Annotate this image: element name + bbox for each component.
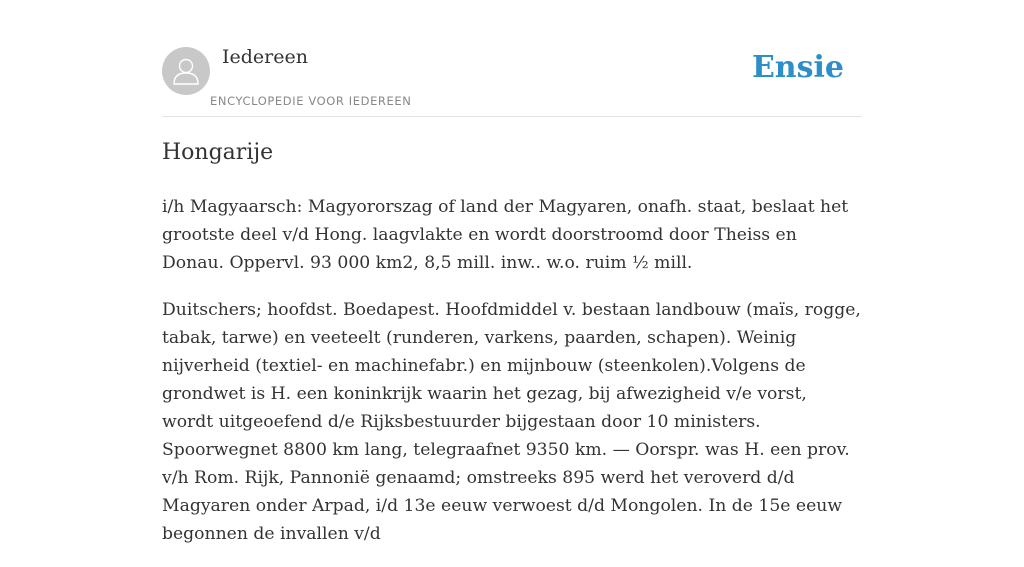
user-silhouette-icon [162,47,210,95]
article-paragraph: Duitschers; hoofdst. Boedapest. Hoofdmiddel v. bestaan landbouw (maïs, rogge, tabak, tarwe) en veeteelt (runderen, varkens, paarden, schapen). Weinig nijverheid (textiel- en machinefabr.) en mijnbouw (steenkolen).Volgens de grondwet is H. een koninkrijk waarin het gezag, bij afwezigheid v/e vorst, wordt uitgeoefend d/e Rijksbestuurder bijgestaan door 10 ministers. Spoorwegnet 8800 km lang, telegraafnet 9350 km. — Oorspr. was H. een prov. v/h Rom. Rijk, Pannonië genaamd; omstreeks 895 werd het veroverd d/d Magyaren onder Arpad, i/d 13e eeuw verwoest d/d Mongolen. In de 15e eeuw begonnen de invallen v/d [162,300,861,544]
avatar[interactable] [162,47,210,95]
article-paragraph: i/h Magyaarsch: Magyororszag of land der Magyaren, onafh. staat, beslaat het grootste deel v/d Hong. laagvlakte en wordt doorstroomd door Theiss en Donau. Oppervl. 93 000 km2, 8,5 mill. inw.. w.o. ruim ½ mill. [162,197,849,273]
article-body [162,193,862,567]
page-header [162,44,862,117]
site-tagline: ENCYCLOPEDIE VOOR IEDEREEN [210,94,412,108]
site-logo[interactable]: Ensie [751,50,844,85]
article-title: Hongarije [162,140,274,165]
author-name[interactable]: Iedereen [222,46,308,68]
